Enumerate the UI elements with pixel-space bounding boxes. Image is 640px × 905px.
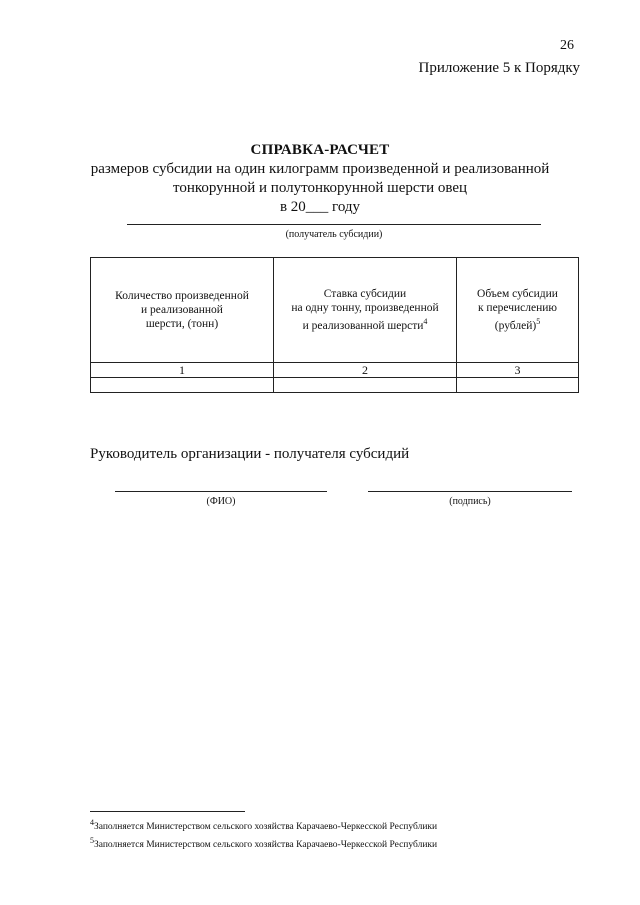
column-number-2: 2 — [274, 363, 457, 378]
subtitle-line-1: размеров субсидии на один килограмм произведенной и реализованной — [90, 161, 550, 177]
footnote-4-text: Заполняется Министерством сельского хозяйства Карачаево-Черкесской Республики — [94, 822, 438, 833]
document-subtitle — [80, 160, 560, 217]
page-number: 26 — [560, 38, 574, 53]
cell-rate-value[interactable] — [274, 378, 457, 393]
header-quantity-line-1: Количество произведенной — [115, 290, 249, 302]
head-of-organization-label: Руководитель организации - получателя субсидий — [90, 446, 410, 462]
header-rate — [274, 258, 457, 363]
table-row-numbers — [91, 363, 579, 378]
footnote-4-mark: 4 — [90, 818, 94, 827]
footnote-ref-5: 5 — [536, 317, 541, 327]
footnote-5-text: Заполняется Министерством сельского хозяйства Карачаево-Черкесской Республики — [94, 840, 438, 851]
name-fill-line — [115, 491, 327, 492]
footnote-separator — [90, 811, 245, 812]
header-quantity-line-3: шерсти, (тонн) — [145, 318, 219, 330]
header-quantity — [91, 258, 274, 363]
header-amount-line-2: к перечислению — [477, 302, 558, 315]
footnote-ref-4: 4 — [423, 317, 428, 327]
column-number-3: 3 — [457, 363, 579, 378]
table-row-empty — [91, 378, 579, 393]
header-rate-line-3: и реализованной шерсти — [302, 319, 424, 332]
footnote-4 — [90, 818, 437, 832]
header-amount — [457, 258, 579, 363]
footnote-5-mark: 5 — [90, 836, 94, 845]
subtitle-line-3: в 20___ году — [279, 199, 361, 215]
header-quantity-line-2: и реализованной — [141, 304, 223, 316]
signature-caption: (подпись) — [449, 496, 491, 507]
header-amount-line-1: Объем субсидии — [477, 288, 558, 301]
header-rate-line-1: Ставка субсидии — [323, 288, 407, 301]
column-number-1: 1 — [91, 363, 274, 378]
header-amount-line-3: (рублей) — [494, 319, 537, 332]
cell-amount-value[interactable] — [457, 378, 579, 393]
cell-quantity-value[interactable] — [91, 378, 274, 393]
recipient-caption: (получатель субсидии) — [285, 229, 383, 240]
header-rate-line-2: на одну тонну, произведенной — [291, 302, 439, 315]
appendix-label: Приложение 5 к Порядку — [418, 60, 580, 76]
calculation-table — [90, 257, 579, 393]
table-header-row — [91, 258, 579, 363]
subtitle-line-2: тонкорунной и полутонкорунной шерсти овец — [172, 180, 468, 196]
footnote-5 — [90, 836, 437, 850]
document-title: СПРАВКА-РАСЧЕТ — [250, 142, 390, 158]
signature-fill-line — [368, 491, 572, 492]
name-caption: (ФИО) — [206, 496, 236, 507]
recipient-fill-line — [127, 224, 541, 225]
